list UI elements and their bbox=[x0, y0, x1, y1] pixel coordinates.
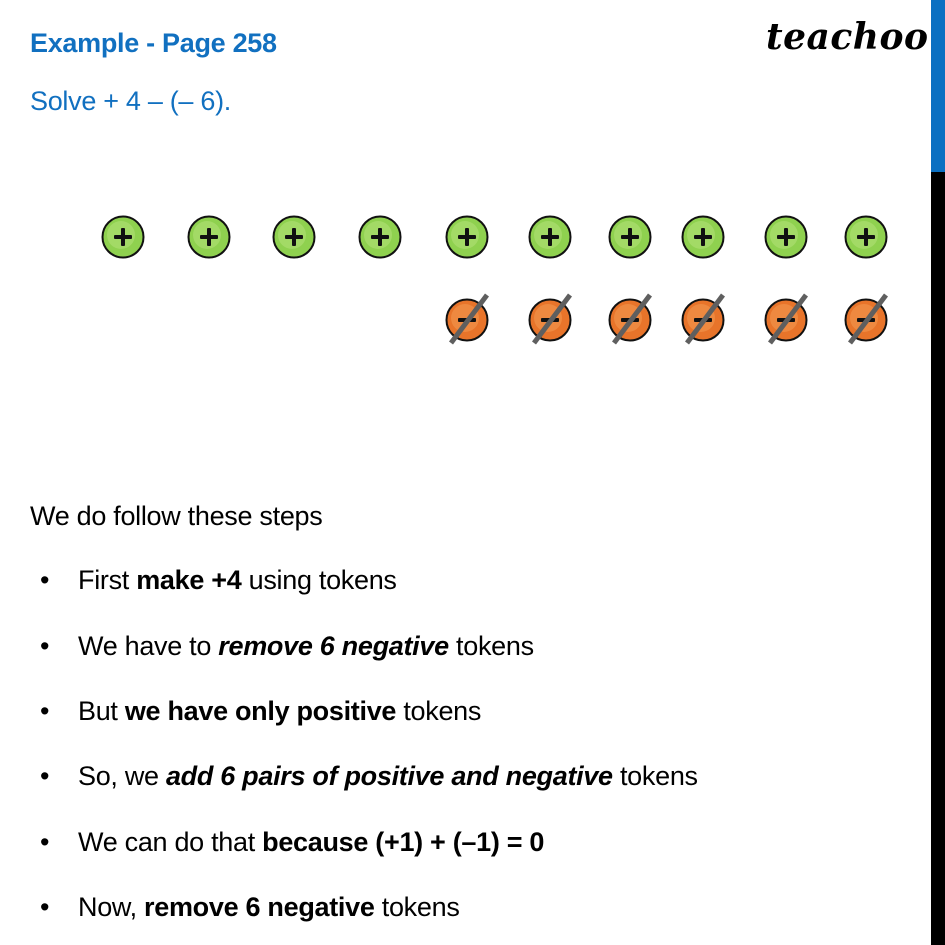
plain-text: Now, bbox=[78, 892, 145, 922]
negative-token-icon bbox=[681, 298, 725, 342]
plain-text: So, we bbox=[78, 761, 166, 791]
emphasis-text: because (+1) + (–1) = 0 bbox=[262, 827, 545, 857]
plain-text: tokens bbox=[374, 892, 460, 922]
sidebar-accent-blue bbox=[931, 0, 945, 172]
positive-token-icon bbox=[272, 215, 316, 259]
emphasis-text: add 6 pairs of positive and negative bbox=[165, 761, 613, 791]
positive-token-icon bbox=[844, 215, 888, 259]
positive-token-icon bbox=[358, 215, 402, 259]
sidebar-accent-black bbox=[931, 172, 945, 945]
step-text bbox=[78, 696, 481, 727]
bullet-icon: • bbox=[40, 565, 50, 595]
step-text bbox=[78, 761, 698, 792]
positive-token-icon bbox=[608, 215, 652, 259]
page-title: Example - Page 258 bbox=[30, 28, 277, 58]
step-text bbox=[78, 631, 534, 662]
plain-text: First bbox=[78, 565, 137, 595]
step-text bbox=[78, 565, 397, 596]
emphasis-text: remove 6 negative bbox=[144, 892, 375, 922]
positive-token-icon bbox=[528, 215, 572, 259]
positive-token-icon bbox=[101, 215, 145, 259]
plain-text: tokens bbox=[612, 761, 698, 791]
plain-text: But bbox=[78, 696, 125, 726]
steps-intro: We do follow these steps bbox=[30, 501, 323, 531]
bullet-icon: • bbox=[40, 761, 50, 791]
negative-token-icon bbox=[445, 298, 489, 342]
negative-token-icon bbox=[844, 298, 888, 342]
negative-token-icon bbox=[764, 298, 808, 342]
question-text: Solve + 4 – (– 6). bbox=[30, 86, 231, 116]
bullet-icon: • bbox=[40, 892, 50, 922]
bullet-icon: • bbox=[40, 631, 50, 661]
teachoo-logo: teachoo bbox=[766, 16, 929, 58]
emphasis-text: remove 6 negative bbox=[218, 631, 449, 661]
plain-text: tokens bbox=[448, 631, 534, 661]
plain-text: using tokens bbox=[241, 565, 397, 595]
emphasis-text: we have only positive bbox=[124, 696, 397, 726]
negative-token-icon bbox=[528, 298, 572, 342]
positive-token-icon bbox=[764, 215, 808, 259]
positive-token-icon bbox=[681, 215, 725, 259]
plain-text: We have to bbox=[78, 631, 219, 661]
negative-token-icon bbox=[608, 298, 652, 342]
plain-text: tokens bbox=[396, 696, 482, 726]
bullet-icon: • bbox=[40, 827, 50, 857]
emphasis-text: make +4 bbox=[136, 565, 242, 595]
positive-token-icon bbox=[445, 215, 489, 259]
step-text bbox=[78, 892, 460, 923]
plain-text: We can do that bbox=[78, 827, 263, 857]
positive-token-icon bbox=[187, 215, 231, 259]
bullet-icon: • bbox=[40, 696, 50, 726]
step-text bbox=[78, 827, 544, 858]
